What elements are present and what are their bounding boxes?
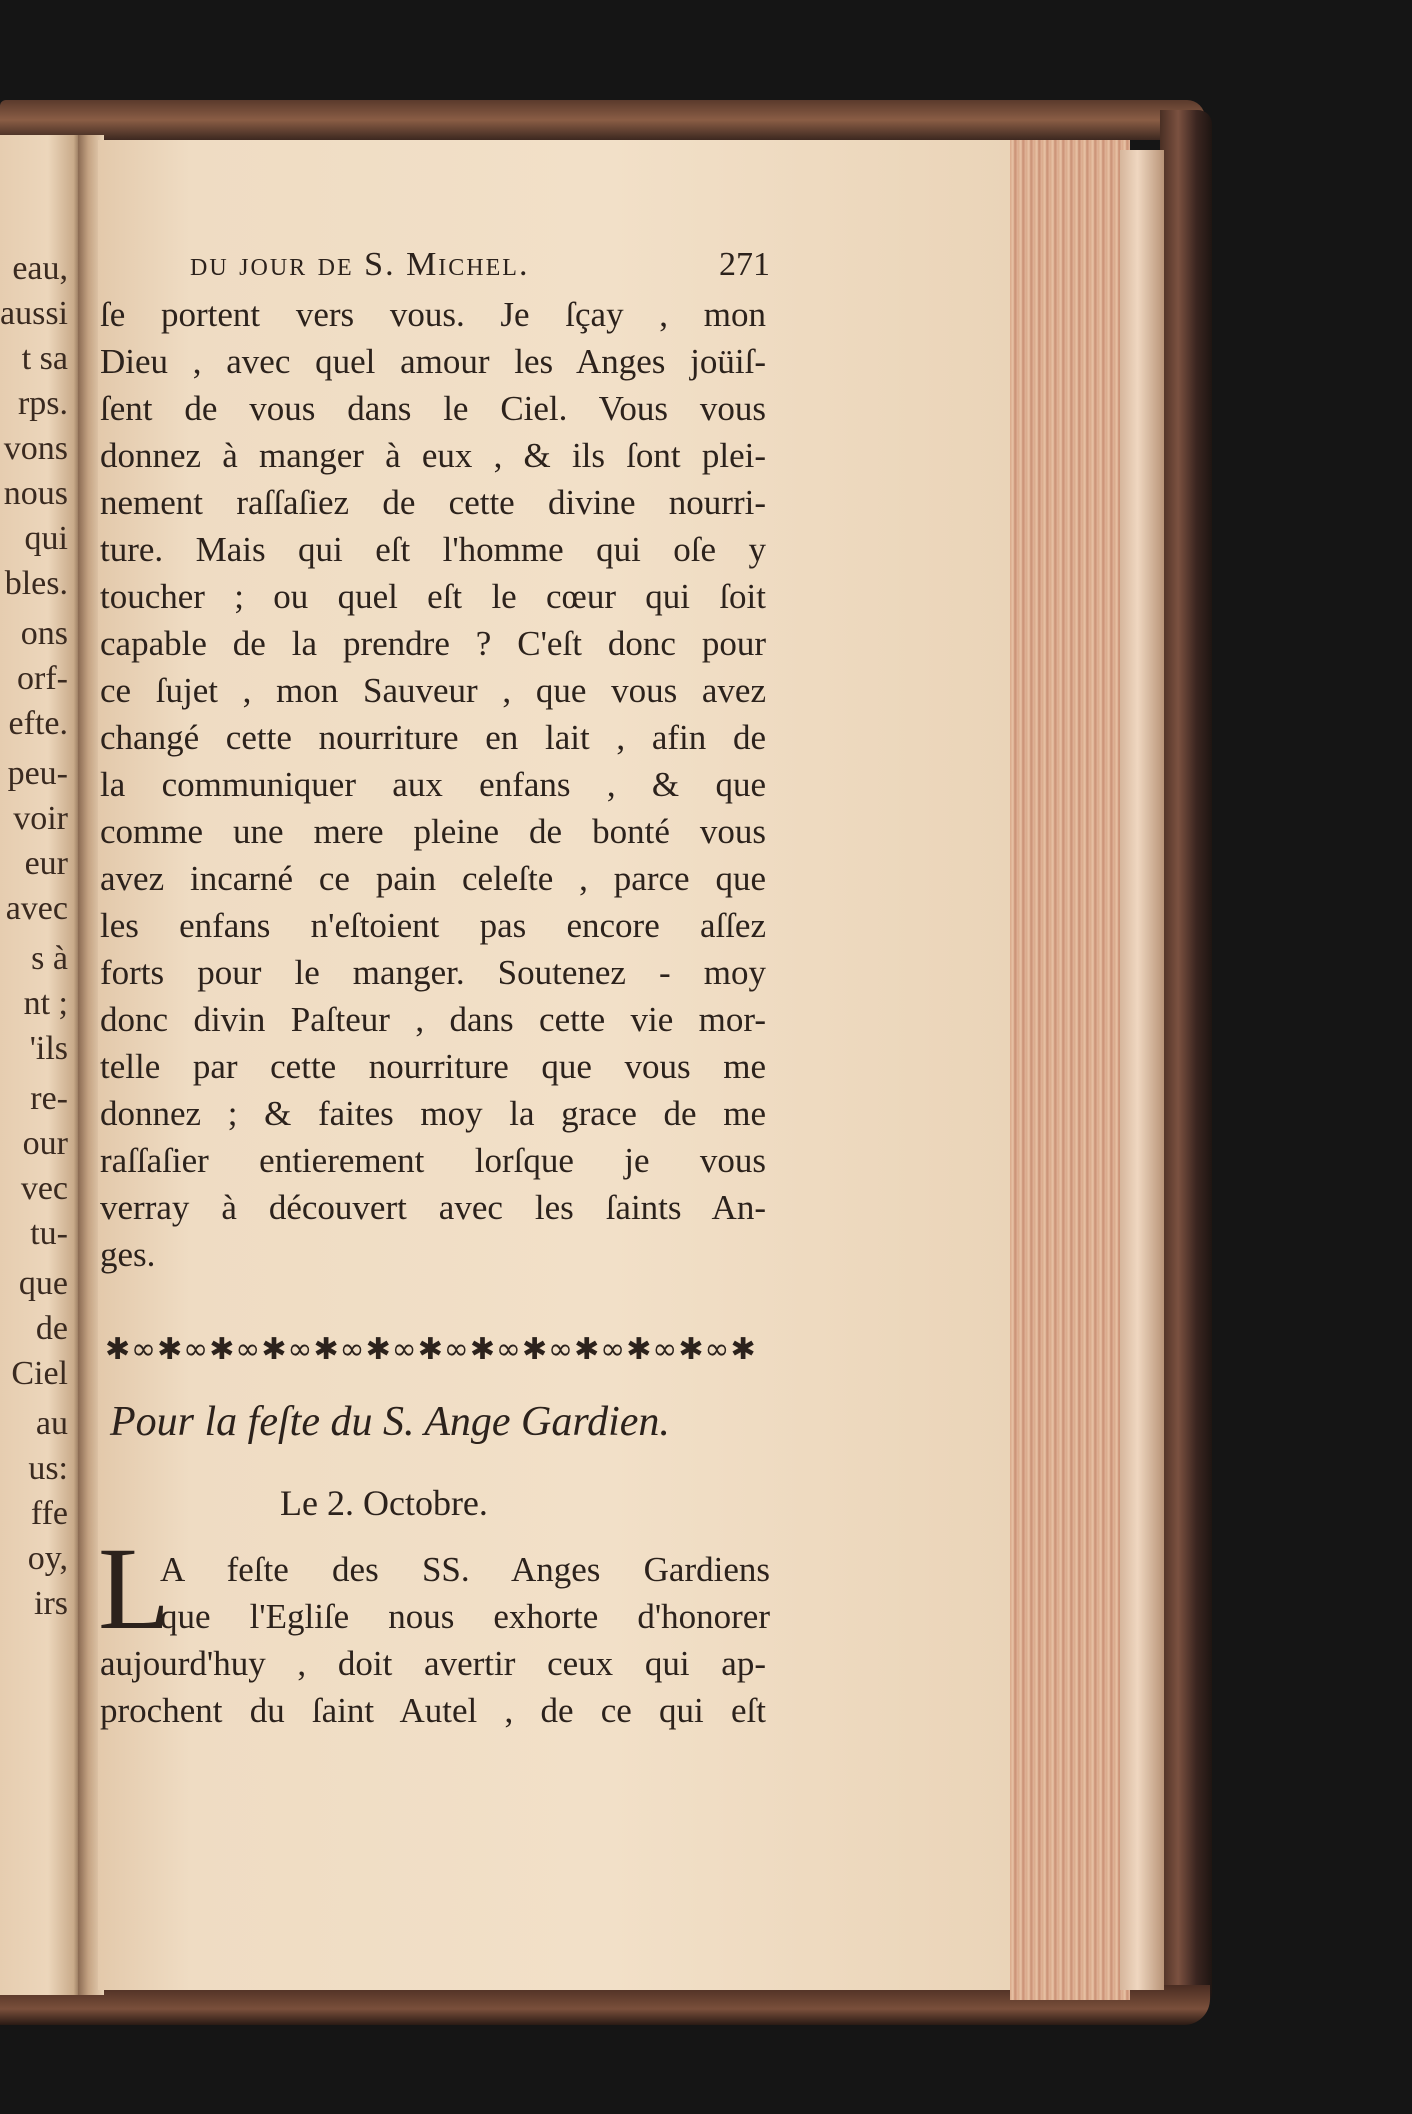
left-page-fragment: rps. [17,385,68,422]
body-line: la communiquer aux enfans , & que [100,765,766,804]
left-page-edge [0,135,80,1995]
left-page-fragment: vec [20,1170,68,1207]
body-line: capable de la prendre ? C'eſt donc pour [100,624,766,663]
running-head: du jour de S. Michel. [190,246,530,283]
left-page-fragment: orf- [17,660,68,697]
body-line: telle par cette nourriture que vous me [100,1047,766,1086]
body-line: forts pour le manger. Soutenez - moy [100,953,766,992]
body-line: verray à découvert avec les ſaints An- [100,1188,766,1227]
left-page-fragment: nt ; [23,985,68,1022]
left-page-fragment: oy, [27,1540,68,1577]
body-line: donnez ; & faites moy la grace de me [100,1094,766,1133]
left-page-fragment: eau, [12,250,68,287]
section-date: Le 2. Octobre. [280,1483,488,1523]
left-page-fragment: au [35,1405,68,1442]
body-line: ſent de vous dans le Ciel. Vous vous [100,389,766,428]
left-page-fragment: de [35,1310,68,1347]
body-line: toucher ; ou quel eſt le cœur qui ſoit [100,577,766,616]
body-line: changé cette nourriture en lait , afin de [100,718,766,757]
section-title: Pour la feſte du S. Ange Gardien. [110,1399,670,1445]
paragraph-line: que l'Egliſe nous exhorte d'honorer [160,1597,770,1636]
left-page-fragment: nous [3,475,68,512]
left-page-fragment: ons [20,615,68,652]
body-line: donc divin Paſteur , dans cette vie mor- [100,1000,766,1039]
left-page-fragment: our [22,1125,68,1162]
page-fore-edge [1010,140,1130,2000]
left-page-fragment: Ciel [11,1355,68,1392]
left-page-fragment: efte. [8,705,68,742]
body-line: nement raſſaſiez de cette divine nourri- [100,483,766,522]
book-cover-spine-edge [1160,110,1212,2020]
page-header [190,246,770,286]
left-page-fragment: re- [30,1080,68,1117]
body-line: avez incarné ce pain celeſte , parce que [100,859,766,898]
left-page-fragment: 'ils [29,1030,68,1067]
drop-cap: L [98,1523,171,1654]
page-fore-edge-inner [1120,150,1164,1990]
left-page-fragment: aussi [0,295,68,332]
left-page-fragment: qui [24,520,68,557]
body-line: ſe portent vers vous. Je ſçay , mon [100,295,766,334]
left-page-fragment: irs [34,1585,68,1622]
paragraph-line: aujourd'huy , doit avertir ceux qui ap- [100,1644,766,1683]
body-line: Dieu , avec quel amour les Anges joüiſ- [100,342,766,381]
left-page-fragment: t sa [21,340,68,377]
left-page-fragment: ffe [30,1495,68,1532]
left-page-fragment: eur [24,845,68,882]
left-page-fragment: s à [31,940,68,977]
left-page-fragment: bles. [4,565,68,602]
body-line: les enfans n'eſtoient pas encore aſſez [100,906,766,945]
book-cover-top [0,100,1205,140]
left-page-fragment: voir [13,800,68,837]
paragraph-line: A feſte des SS. Anges Gardiens [160,1550,770,1589]
left-page-fragment: us: [28,1450,68,1487]
ornamental-divider: ✱∞✱∞✱∞✱∞✱∞✱∞✱∞✱∞✱∞✱∞✱∞✱∞✱ [105,1332,757,1367]
paragraph-line: prochent du ſaint Autel , de ce qui eſt [100,1691,766,1730]
left-page-fragment: avec [5,890,68,927]
body-line: comme une mere pleine de bonté vous [100,812,766,851]
body-line: ture. Mais qui eſt l'homme qui oſe y [100,530,766,569]
page-number: 271 [719,246,770,283]
body-line: donnez à manger à eux , & ils ſont plei- [100,436,766,475]
body-line: ges. [100,1235,156,1274]
left-page-fragment: vons [3,430,68,467]
left-page-fragment: tu- [30,1215,68,1252]
body-line: raſſaſier entierement lorſque je vous [100,1141,766,1180]
body-line: ce ſujet , mon Sauveur , que vous avez [100,671,766,710]
left-page-fragment: que [18,1265,68,1302]
left-page-fragment: peu- [7,755,68,792]
